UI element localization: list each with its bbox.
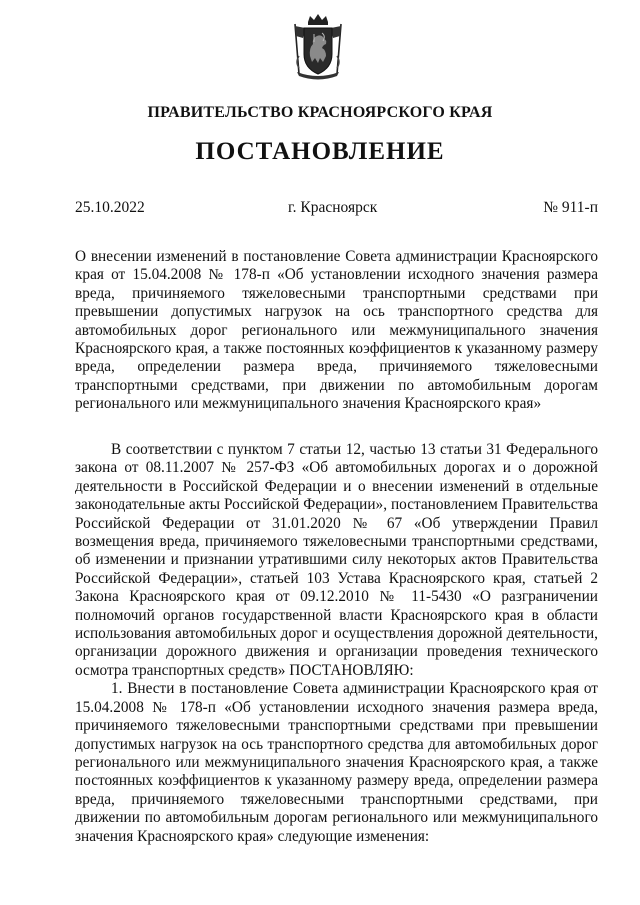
document-body [75,441,598,846]
document-meta-row [75,199,598,219]
document-subject: О внесении изменений в постановление Совета администрации Красноярского края от 15.04.2008 № 178-п «Об установлении исходного значения размера вреда, причиняемого тяжеловесными транспортными средствами при превышении допустимых нагрузок на ось транспортного средства для автомобильных дорог регионального или межмуниципального значения Красноярского края, а также постоянных коэффициентов к указанному размеру вреда, определении размера вреда, причиняемого тяжеловесными транспортными средствами, при движении по автомобильным дорогам регионального или межмуниципального значения Красноярского края» [75,248,598,413]
document-city: г. Красноярск [288,199,378,216]
document-date: 25.10.2022 [75,199,145,216]
government-title: ПРАВИТЕЛЬСТВО КРАСНОЯРСКОГО КРАЯ [147,104,493,121]
document-number: № 911-п [543,199,598,216]
krasnoyarsk-coat-of-arms-icon [289,12,347,82]
document-type-title: ПОСТАНОВЛЕНИЕ [195,138,445,165]
preamble-paragraph: В соответствии с пунктом 7 статьи 12, частью 13 статьи 31 Федерального закона от 08.11.2007 № 257-ФЗ «Об автомобильных дорогах и о дорожной деятельности в Российской Федерации и о внесении изменений в отдельные законодательные акты Российской Федерации», постановлением Правительства Российской Федерации от 31.01.2020 № 67 «Об утверждении Правил возмещения вреда, причиняемого тяжеловесными транспортными средствами, об изменении и признании утратившими силу некоторых актов Правительства Российской Федерации», статьей 103 Устава Красноярского края, статьей 2 Закона Красноярского края от 09.12.2010 № 11-5430 «О разграничении полномочий органов государственной власти Красноярского края в области использования автомобильных дорог и осуществления дорожной деятельности, организации дорожного движения и организации проведения технического осмотра транспортных средств» ПОСТАНОВЛЯЮ: [75,441,598,679]
item-1-paragraph: 1. Внести в постановление Совета администрации Красноярского края от 15.04.2008 № 178-п «Об установлении исходного значения размера вреда, причиняемого тяжеловесными транспортными средствами при превышении допустимых нагрузок на ось транспортного средства для автомобильных дорог регионального или межмуниципального значения Красноярского края, а также постоянных коэффициентов к указанному размеру вреда, определении размера вреда, причиняемого тяжеловесными транспортными средствами, при движении по автомобильным дорогам регионального или межмуниципального значения Красноярского края» следующие изменения: [75,680,598,845]
